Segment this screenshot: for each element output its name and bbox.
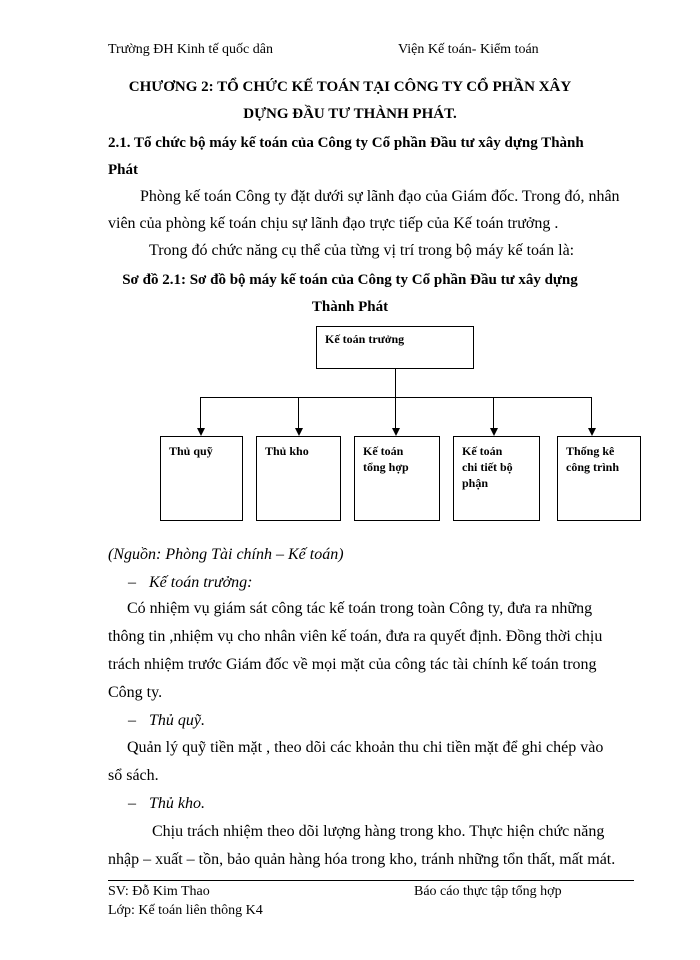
org-box-construction-statistics [557, 436, 641, 521]
connector-drop [395, 397, 396, 428]
connector-drop [591, 397, 592, 428]
role-title-storekeeper: Thủ kho. [149, 795, 205, 812]
role-dash: – [128, 574, 136, 591]
arrow-down-icon [392, 428, 400, 436]
connector-drop [200, 397, 201, 428]
org-box-detail-accountant [453, 436, 540, 521]
intro-paragraph-line1: Phòng kế toán Công ty đặt dưới sự lãnh đạo của Giám đốc. Trong đó, nhân [140, 188, 620, 205]
org-box-label: Kế toán trưởng [325, 332, 405, 346]
org-box-label: Thống kê [566, 444, 615, 458]
chapter-title-line2: DỰNG ĐẦU TƯ THÀNH PHÁT. [243, 106, 457, 122]
role-desc-line: sổ sách. [108, 767, 159, 784]
footer-report: Báo cáo thực tập tổng hợp [414, 884, 562, 899]
arrow-down-icon [490, 428, 498, 436]
role-desc-line: Chịu trách nhiệm theo dõi lượng hàng trong kho. Thực hiện chức năng [152, 823, 605, 840]
org-box-label: chi tiết bộ [462, 460, 513, 474]
connector-drop [298, 397, 299, 428]
intro-paragraph-line2: viên của phòng kế toán chịu sự lãnh đạo trực tiếp của Kế toán trưởng . [108, 215, 559, 232]
section-heading-line2: Phát [108, 162, 138, 178]
connector-drop [493, 397, 494, 428]
footer-rule [108, 880, 634, 881]
footer-class: Lớp: Kế toán liên thông K4 [108, 903, 263, 918]
role-title-treasurer: Thủ quỹ. [149, 712, 205, 729]
org-box-label: Thủ quỹ [169, 444, 213, 458]
role-desc-line: nhập – xuất – tồn, bảo quản hàng hóa trong kho, tránh những tổn thất, mất mát. [108, 851, 616, 868]
diagram-caption-line2: Thành Phát [311, 299, 389, 315]
org-box-storekeeper [256, 436, 341, 521]
chapter-title-line1: CHƯƠNG 2: TỔ CHỨC KẾ TOÁN TẠI CÔNG TY CỔ PHẦN XÂY [128, 79, 572, 95]
arrow-down-icon [295, 428, 303, 436]
org-box-general-accountant [354, 436, 440, 521]
footer-student: SV: Đỗ Kim Thao [108, 884, 210, 899]
role-desc-line: Có nhiệm vụ giám sát công tác kế toán trong toàn Công ty, đưa ra những [127, 600, 593, 617]
role-desc-line: trách nhiệm trước Giám đốc về mọi mặt của công tác tài chính kế toán trong [108, 656, 597, 673]
arrow-down-icon [197, 428, 205, 436]
org-box-label: tổng hợp [363, 460, 409, 474]
diagram-source: (Nguồn: Phòng Tài chính – Kế toán) [108, 546, 344, 563]
role-desc-line: Công ty. [108, 684, 163, 701]
header-institute: Viện Kế toán- Kiểm toán [398, 42, 539, 57]
org-box-label: công trình [566, 460, 620, 474]
role-desc-line: thông tin ,nhiệm vụ cho nhân viên kế toán, đưa ra quyết định. Đồng thời chịu [108, 628, 603, 645]
role-title-chief-accountant: Kế toán trưởng: [149, 574, 253, 591]
role-dash: – [128, 795, 136, 812]
role-desc-line: Quản lý quỹ tiền mặt , theo dõi các khoản thu chi tiền mặt để ghi chép vào [127, 739, 604, 756]
connector-vertical-main [395, 369, 396, 397]
org-box-label: phận [462, 476, 489, 490]
org-box-chief-accountant [316, 326, 474, 369]
header-school: Trường ĐH Kinh tế quốc dân [108, 42, 273, 57]
intro-paragraph-2: Trong đó chức năng cụ thể của từng vị trí trong bộ máy kế toán là: [149, 242, 575, 259]
role-dash: – [128, 712, 136, 729]
diagram-caption-line1: Sơ đồ 2.1: Sơ đồ bộ máy kế toán của Công ty Cổ phần Đầu tư xây dựng [122, 272, 578, 288]
org-box-label: Kế toán [462, 444, 503, 458]
org-box-treasurer [160, 436, 243, 521]
arrow-down-icon [588, 428, 596, 436]
section-heading-line1: 2.1. Tổ chức bộ máy kế toán của Công ty Cổ phần Đầu tư xây dựng Thành [108, 135, 584, 151]
org-box-label: Thủ kho [265, 444, 309, 458]
org-box-label: Kế toán [363, 444, 404, 458]
